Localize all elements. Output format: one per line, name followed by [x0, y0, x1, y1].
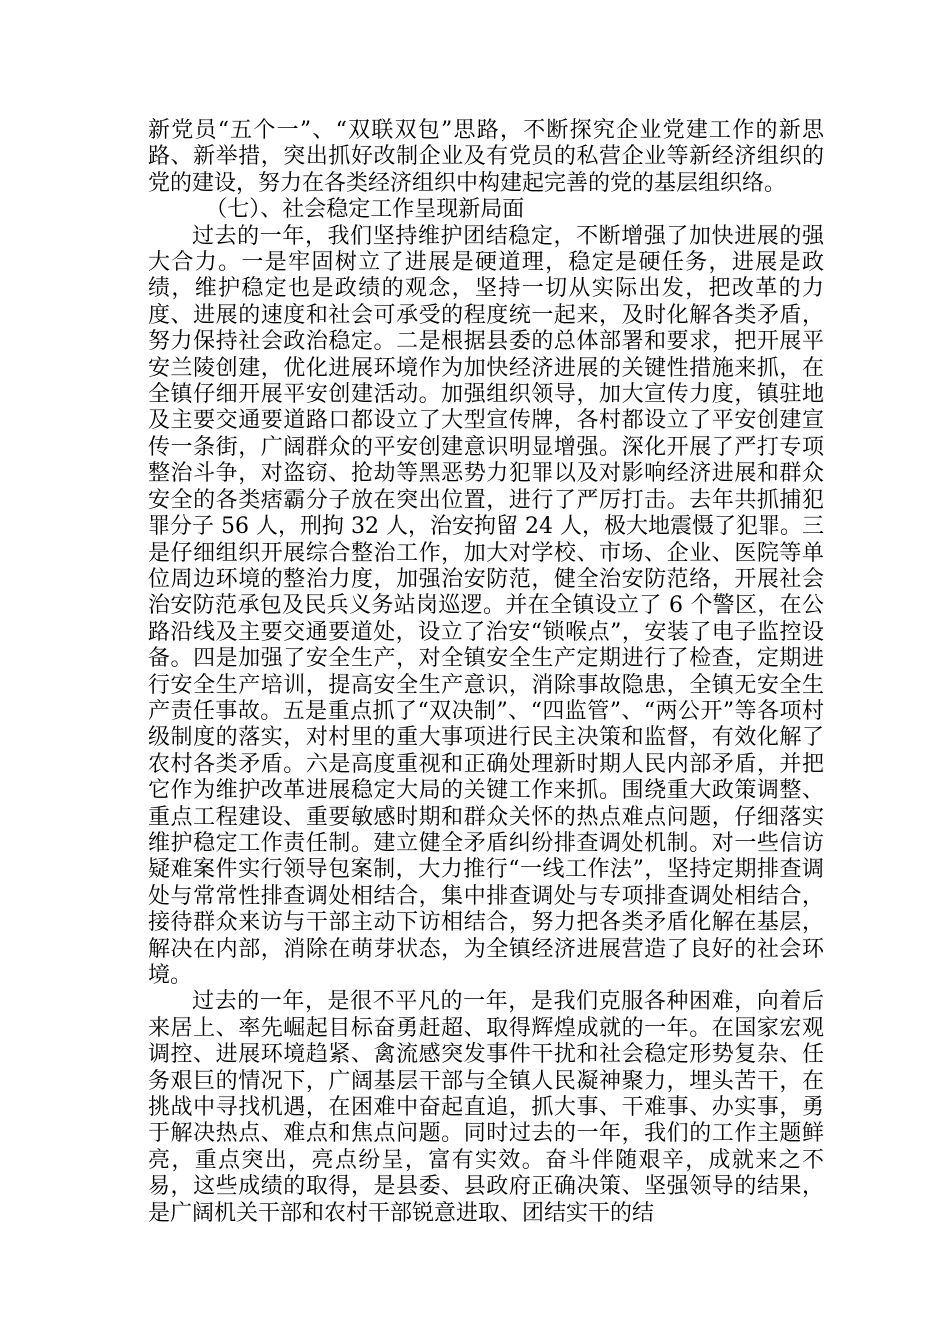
document-body [148, 118, 824, 1227]
paragraph-social-stability: 过去的一年，我们坚持维护团结稳定，不断增强了加快进展的强大合力。一是牢固树立了进展是硬道理，稳定是硬任务，进展是政绩，维护稳定也是政绩的观念，坚持一切从实际出发，把改革的力度、进展的速度和社会可承受的程度统一起来，及时化解各类矛盾，努力保持社会政治稳定。二是根据县委的总体部署和要求，把开展平安兰陵创建，优化进展环境作为加快经济进展的关键性措施来抓，在全镇仔细开展平安创建活动。加强组织领导，加大宣传力度，镇驻地及主要交通要道路口都设立了大型宣传牌，各村都设立了平安创建宣传一条街，广阔群众的平安创建意识明显增强。深化开展了严打专项整治斗争，对盗窃、抢劫等黑恶势力犯罪以及对影响经济进展和群众安全的各类痞霸分子放在突出位置，进行了严厉打击。去年共抓捕犯罪分子 56 人，刑拘 32 人，治安拘留 24 人，极大地震慑了犯罪。三是仔细组织开展综合整治工作，加大对学校、市场、企业、医院等单位周边环境的整治力度，加强治安防范，健全治安防范络，开展社会治安防范承包及民兵义务站岗巡逻。并在全镇设立了 6 个警区，在公路沿线及主要交通要道处，设立了治安“锁喉点”，安装了电子监控设备。四是加强了安全生产，对全镇安全生产定期进行了检查，定期进行安全生产培训，提高安全生产意识，消除事故隐患，全镇无安全生产责任事故。五是重点抓了“双决制”、“四监管”、“两公开”等各项村级制度的落实，对村里的重大事项进行民主决策和监督，有效化解了农村各类矛盾。六是高度重视和正确处理新时期人民内部矛盾，并把它作为维护改革进展稳定大局的关键工作来抓。围绕重大政策调整、重点工程建设、重要敏感时期和群众关怀的热点难点问题，仔细落实维护稳定工作责任制。建立健全矛盾纠纷排查调处机制。对一些信访疑难案件实行领导包案制，大力推行“一线工作法”，坚持定期排查调处与常常性排查调处相结合，集中排查调处与专项排查调处相结合，接待群众来访与干部主动下访相结合，努力把各类矛盾化解在基层，解决在内部，消除在萌芽状态，为全镇经济进展营造了良好的社会环境。 [148, 223, 824, 988]
paragraph-party-building-continued: 新党员“五个一”、“双联双包”思路，不断探究企业党建工作的新思路、新举措，突出抓好改制企业及有党员的私营企业等新经济组织的党的建设，努力在各类经济组织中构建起完善的党的基层组织络。 [148, 118, 824, 196]
section-heading-social-stability: （七）、社会稳定工作呈现新局面 [205, 197, 525, 223]
paragraph-year-summary: 过去的一年，是很不平凡的一年，是我们克服各种困难，向着后来居上、率先崛起目标奋勇赶超、取得辉煌成就的一年。在国家宏观调控、进展环境趋紧、禽流感突发事件干扰和社会稳定形势复杂、任务艰巨的情况下，广阔基层干部与全镇人民凝神聚力，埋头苦干，在挑战中寻找机遇，在困难中奋起直追，抓大事、干难事、办实事，勇于解决热点、难点和焦点问题。同时过去的一年，我们的工作主题鲜亮，重点突出，亮点纷呈，富有实效。奋斗伴随艰辛，成就来之不易，这些成绩的取得，是县委、县政府正确决策、坚强领导的结果，是广阔机关干部和农村干部锐意进取、团结实干的结 [148, 989, 824, 1226]
